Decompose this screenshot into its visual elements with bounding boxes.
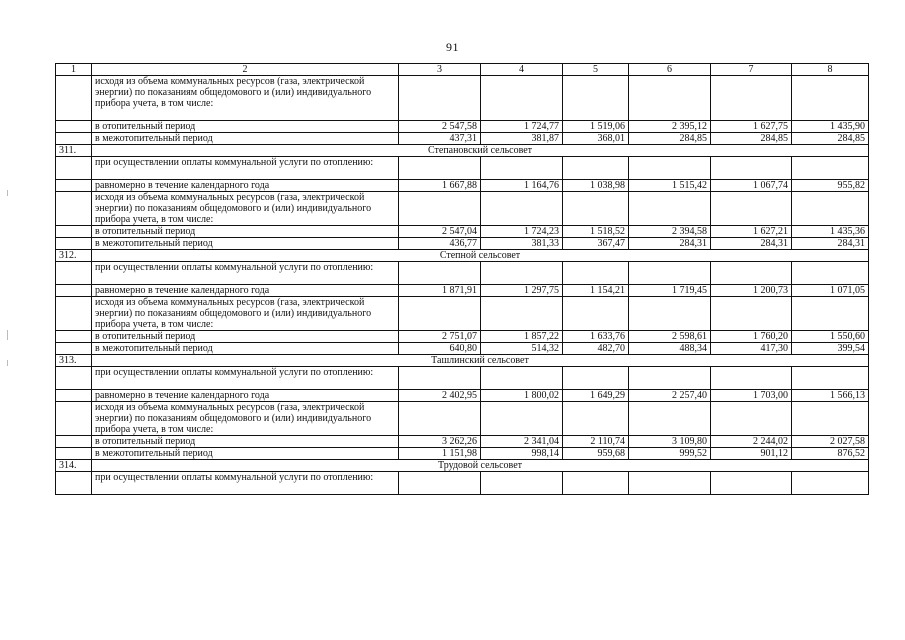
value-cell	[792, 157, 869, 180]
value-cell: 417,30	[711, 343, 792, 355]
section-title: Трудовой сельсовет	[92, 460, 869, 472]
section-title: Ташлинский сельсовет	[92, 355, 869, 367]
value-cell: 1 515,42	[629, 180, 711, 192]
value-cell: 284,31	[711, 238, 792, 250]
row-label: равномерно в течение календарного года	[92, 390, 399, 402]
value-cell: 959,68	[563, 448, 629, 460]
value-cell: 1 627,75	[711, 121, 792, 133]
row-label: в межотопительный период	[92, 133, 399, 145]
value-cell	[792, 297, 869, 331]
row-label: исходя из объема коммунальных ресурсов (газа, электрической энергии) по показаниям общедомового и (или) индивидуального прибора учета, в том числе:	[92, 297, 399, 331]
value-cell: 3 109,80	[629, 436, 711, 448]
row-label: при осуществлении оплаты коммунальной услуги по отоплению:	[92, 367, 399, 390]
data-row	[56, 133, 869, 145]
row-code-cell	[56, 192, 92, 226]
value-cell	[399, 262, 481, 285]
value-cell: 1 857,22	[481, 331, 563, 343]
value-cell: 1 435,90	[792, 121, 869, 133]
value-cell: 284,85	[629, 133, 711, 145]
column-number: 5	[563, 64, 629, 76]
row-label: в межотопительный период	[92, 448, 399, 460]
value-cell	[481, 192, 563, 226]
value-cell: 1 800,02	[481, 390, 563, 402]
data-row	[56, 390, 869, 402]
value-cell: 1 566,13	[792, 390, 869, 402]
value-cell	[481, 472, 563, 495]
row-label: в отопительный период	[92, 331, 399, 343]
value-cell: 368,01	[563, 133, 629, 145]
section-row	[56, 460, 869, 472]
label-row	[56, 297, 869, 331]
value-cell	[711, 76, 792, 121]
value-cell: 1 038,98	[563, 180, 629, 192]
value-cell	[481, 76, 563, 121]
table-header-row	[56, 64, 869, 76]
column-number: 4	[481, 64, 563, 76]
row-code-cell	[56, 226, 92, 238]
value-cell	[481, 402, 563, 436]
value-cell	[563, 472, 629, 495]
value-cell: 381,33	[481, 238, 563, 250]
data-row	[56, 226, 869, 238]
row-code-cell	[56, 331, 92, 343]
value-cell: 3 262,26	[399, 436, 481, 448]
value-cell	[399, 367, 481, 390]
label-row	[56, 402, 869, 436]
value-cell: 1 067,74	[711, 180, 792, 192]
value-cell	[481, 157, 563, 180]
value-cell	[792, 402, 869, 436]
value-cell: 2 244,02	[711, 436, 792, 448]
row-code-cell	[56, 76, 92, 121]
value-cell	[711, 192, 792, 226]
value-cell: 1 519,06	[563, 121, 629, 133]
row-label: при осуществлении оплаты коммунальной услуги по отоплению:	[92, 472, 399, 495]
row-code-cell	[56, 157, 92, 180]
section-row	[56, 250, 869, 262]
value-cell	[711, 157, 792, 180]
row-code-cell	[56, 285, 92, 297]
value-cell	[399, 192, 481, 226]
row-code-cell	[56, 367, 92, 390]
label-row	[56, 157, 869, 180]
value-cell	[711, 297, 792, 331]
value-cell: 1 649,29	[563, 390, 629, 402]
section-code: 314.	[56, 460, 92, 472]
value-cell	[711, 402, 792, 436]
value-cell: 1 633,76	[563, 331, 629, 343]
data-row	[56, 448, 869, 460]
row-code-cell	[56, 402, 92, 436]
value-cell: 640,80	[399, 343, 481, 355]
row-code-cell	[56, 180, 92, 192]
value-cell: 955,82	[792, 180, 869, 192]
value-cell	[792, 367, 869, 390]
row-code-cell	[56, 390, 92, 402]
row-code-cell	[56, 436, 92, 448]
row-label: в отопительный период	[92, 226, 399, 238]
row-label: равномерно в течение календарного года	[92, 285, 399, 297]
value-cell: 1 627,21	[711, 226, 792, 238]
label-row	[56, 472, 869, 495]
value-cell: 1 297,75	[481, 285, 563, 297]
value-cell: 488,34	[629, 343, 711, 355]
value-cell: 2 402,95	[399, 390, 481, 402]
value-cell: 436,77	[399, 238, 481, 250]
section-row	[56, 145, 869, 157]
row-label: в межотопительный период	[92, 343, 399, 355]
data-row	[56, 331, 869, 343]
value-cell: 482,70	[563, 343, 629, 355]
value-cell: 1 703,00	[711, 390, 792, 402]
value-cell	[563, 157, 629, 180]
label-row	[56, 262, 869, 285]
value-cell: 1 667,88	[399, 180, 481, 192]
value-cell	[481, 297, 563, 331]
value-cell	[481, 262, 563, 285]
value-cell	[792, 262, 869, 285]
value-cell: 284,31	[792, 238, 869, 250]
value-cell: 284,31	[629, 238, 711, 250]
row-label: исходя из объема коммунальных ресурсов (газа, электрической энергии) по показаниям общедомового и (или) индивидуального прибора учета, в том числе:	[92, 402, 399, 436]
value-cell	[629, 157, 711, 180]
value-cell: 437,31	[399, 133, 481, 145]
value-cell: 284,85	[711, 133, 792, 145]
value-cell	[563, 262, 629, 285]
value-cell: 999,52	[629, 448, 711, 460]
value-cell	[629, 262, 711, 285]
row-label: равномерно в течение календарного года	[92, 180, 399, 192]
row-code-cell	[56, 448, 92, 460]
value-cell: 2 257,40	[629, 390, 711, 402]
value-cell: 1 435,36	[792, 226, 869, 238]
value-cell	[399, 402, 481, 436]
value-cell	[563, 192, 629, 226]
section-title: Степной сельсовет	[92, 250, 869, 262]
label-row	[56, 192, 869, 226]
value-cell: 1 719,45	[629, 285, 711, 297]
value-cell: 2 547,04	[399, 226, 481, 238]
row-code-cell	[56, 238, 92, 250]
section-title: Степановский сельсовет	[92, 145, 869, 157]
value-cell: 1 164,76	[481, 180, 563, 192]
value-cell: 1 154,21	[563, 285, 629, 297]
value-cell: 2 394,58	[629, 226, 711, 238]
data-row	[56, 238, 869, 250]
data-row	[56, 343, 869, 355]
section-code: 311.	[56, 145, 92, 157]
row-label: в отопительный период	[92, 121, 399, 133]
value-cell: 1 550,60	[792, 331, 869, 343]
label-row	[56, 76, 869, 121]
value-cell: 367,47	[563, 238, 629, 250]
column-number: 6	[629, 64, 711, 76]
value-cell	[399, 297, 481, 331]
value-cell: 2 547,58	[399, 121, 481, 133]
value-cell	[792, 472, 869, 495]
page-number: 91	[446, 40, 459, 54]
value-cell	[711, 367, 792, 390]
row-label: при осуществлении оплаты коммунальной услуги по отоплению:	[92, 262, 399, 285]
row-label: в отопительный период	[92, 436, 399, 448]
data-row	[56, 436, 869, 448]
row-code-cell	[56, 121, 92, 133]
value-cell	[629, 192, 711, 226]
row-label: при осуществлении оплаты коммунальной услуги по отоплению:	[92, 157, 399, 180]
value-cell: 2 110,74	[563, 436, 629, 448]
value-cell	[563, 76, 629, 121]
value-cell	[481, 367, 563, 390]
value-cell	[629, 367, 711, 390]
value-cell: 2 751,07	[399, 331, 481, 343]
row-label: исходя из объема коммунальных ресурсов (газа, электрической энергии) по показаниям общедомового и (или) индивидуального прибора учета, в том числе:	[92, 192, 399, 226]
value-cell	[629, 297, 711, 331]
value-cell: 1 760,20	[711, 331, 792, 343]
value-cell	[399, 157, 481, 180]
row-label: исходя из объема коммунальных ресурсов (газа, электрической энергии) по показаниям общедомового и (или) индивидуального прибора учета, в том числе:	[92, 76, 399, 121]
row-code-cell	[56, 472, 92, 495]
value-cell: 1 724,77	[481, 121, 563, 133]
row-label: в межотопительный период	[92, 238, 399, 250]
column-number: 7	[711, 64, 792, 76]
data-row	[56, 121, 869, 133]
data-row	[56, 285, 869, 297]
value-cell	[399, 472, 481, 495]
section-code: 312.	[56, 250, 92, 262]
value-cell	[629, 472, 711, 495]
value-cell: 399,54	[792, 343, 869, 355]
value-cell: 284,85	[792, 133, 869, 145]
label-row	[56, 367, 869, 390]
value-cell: 1 724,23	[481, 226, 563, 238]
value-cell: 901,12	[711, 448, 792, 460]
column-number: 1	[56, 64, 92, 76]
value-cell: 2 395,12	[629, 121, 711, 133]
value-cell	[563, 402, 629, 436]
tariff-table	[55, 63, 869, 495]
value-cell	[563, 367, 629, 390]
value-cell: 2 598,61	[629, 331, 711, 343]
row-code-cell	[56, 262, 92, 285]
value-cell: 1 518,52	[563, 226, 629, 238]
value-cell: 1 151,98	[399, 448, 481, 460]
value-cell: 381,87	[481, 133, 563, 145]
data-row	[56, 180, 869, 192]
value-cell	[792, 76, 869, 121]
value-cell: 2 027,58	[792, 436, 869, 448]
value-cell	[711, 262, 792, 285]
value-cell: 998,14	[481, 448, 563, 460]
column-number: 2	[92, 64, 399, 76]
value-cell: 1 871,91	[399, 285, 481, 297]
value-cell: 1 200,73	[711, 285, 792, 297]
value-cell	[563, 297, 629, 331]
value-cell: 2 341,04	[481, 436, 563, 448]
value-cell	[629, 402, 711, 436]
column-number: 3	[399, 64, 481, 76]
row-code-cell	[56, 297, 92, 331]
value-cell	[792, 192, 869, 226]
value-cell	[711, 472, 792, 495]
value-cell	[629, 76, 711, 121]
column-number: 8	[792, 64, 869, 76]
value-cell	[399, 76, 481, 121]
row-code-cell	[56, 343, 92, 355]
row-code-cell	[56, 133, 92, 145]
section-code: 313.	[56, 355, 92, 367]
section-row	[56, 355, 869, 367]
value-cell: 876,52	[792, 448, 869, 460]
value-cell: 514,32	[481, 343, 563, 355]
value-cell: 1 071,05	[792, 285, 869, 297]
